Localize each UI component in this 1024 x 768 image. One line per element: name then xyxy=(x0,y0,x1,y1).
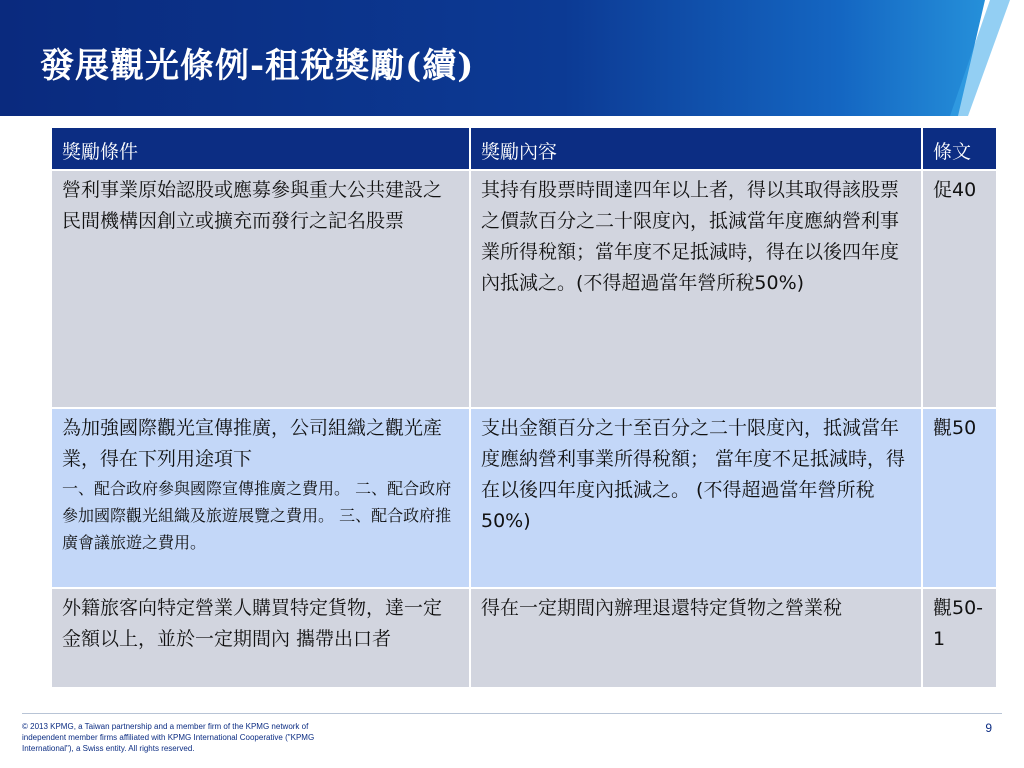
footer-copyright: © 2013 KPMG, a Taiwan partnership and a member firm of the KPMG network of independent member firms affiliated with KPMG International Cooperative ("KPMG International"), a Swiss entity. All rights reserved. xyxy=(22,722,315,753)
table-header-row xyxy=(52,128,997,170)
cell-content: 支出金額百分之十至百分之二十限度內，抵減當年度應納營利事業所得稅額； 當年度不足抵減時，得在以後四年度內抵減之。 (不得超過當年營所稅50%) xyxy=(470,408,922,588)
header-content: 獎勵內容 xyxy=(470,128,922,170)
table-row xyxy=(52,408,997,588)
incentive-table xyxy=(52,128,998,689)
page-title: 發展觀光條例-租稅獎勵(續) xyxy=(40,46,475,86)
cell-condition: 營利事業原始認股或應募參與重大公共建設之民間機構因創立或擴充而發行之記名股票 xyxy=(52,170,470,408)
header-condition: 獎勵條件 xyxy=(52,128,470,170)
page-number: 9 xyxy=(985,721,992,735)
cell-content: 其持有股票時間達四年以上者，得以其取得該股票之價款百分之二十限度內，抵減當年度應納營利事業所得稅額；當年度不足抵減時，得在以後四年度內抵減之。(不得超過當年營所稅50%) xyxy=(470,170,922,408)
cell-content: 得在一定期間內辦理退還特定貨物之營業稅 xyxy=(470,588,922,688)
condition-detail: 一、配合政府參與國際宣傳推廣之費用。 二、配合政府參加國際觀光組織及旅遊展覽之費用。 三、配合政府推廣會議旅遊之費用。 xyxy=(62,479,452,552)
cell-condition xyxy=(52,408,470,588)
cell-article: 促40 xyxy=(922,170,997,408)
cell-article: 觀50-1 xyxy=(922,588,997,688)
condition-text: 為加強國際觀光宣傳推廣，公司組織之觀光產業，得在下列用途項下 xyxy=(62,417,443,470)
cell-article: 觀50 xyxy=(922,408,997,588)
table-row xyxy=(52,170,997,408)
header-article: 條文 xyxy=(922,128,997,170)
cell-condition: 外籍旅客向特定營業人購買特定貨物，達一定金額以上，並於一定期間內 攜帶出口者 xyxy=(52,588,470,688)
slide-header xyxy=(0,0,1024,116)
table-row xyxy=(52,588,997,688)
footer-divider xyxy=(22,713,1002,714)
